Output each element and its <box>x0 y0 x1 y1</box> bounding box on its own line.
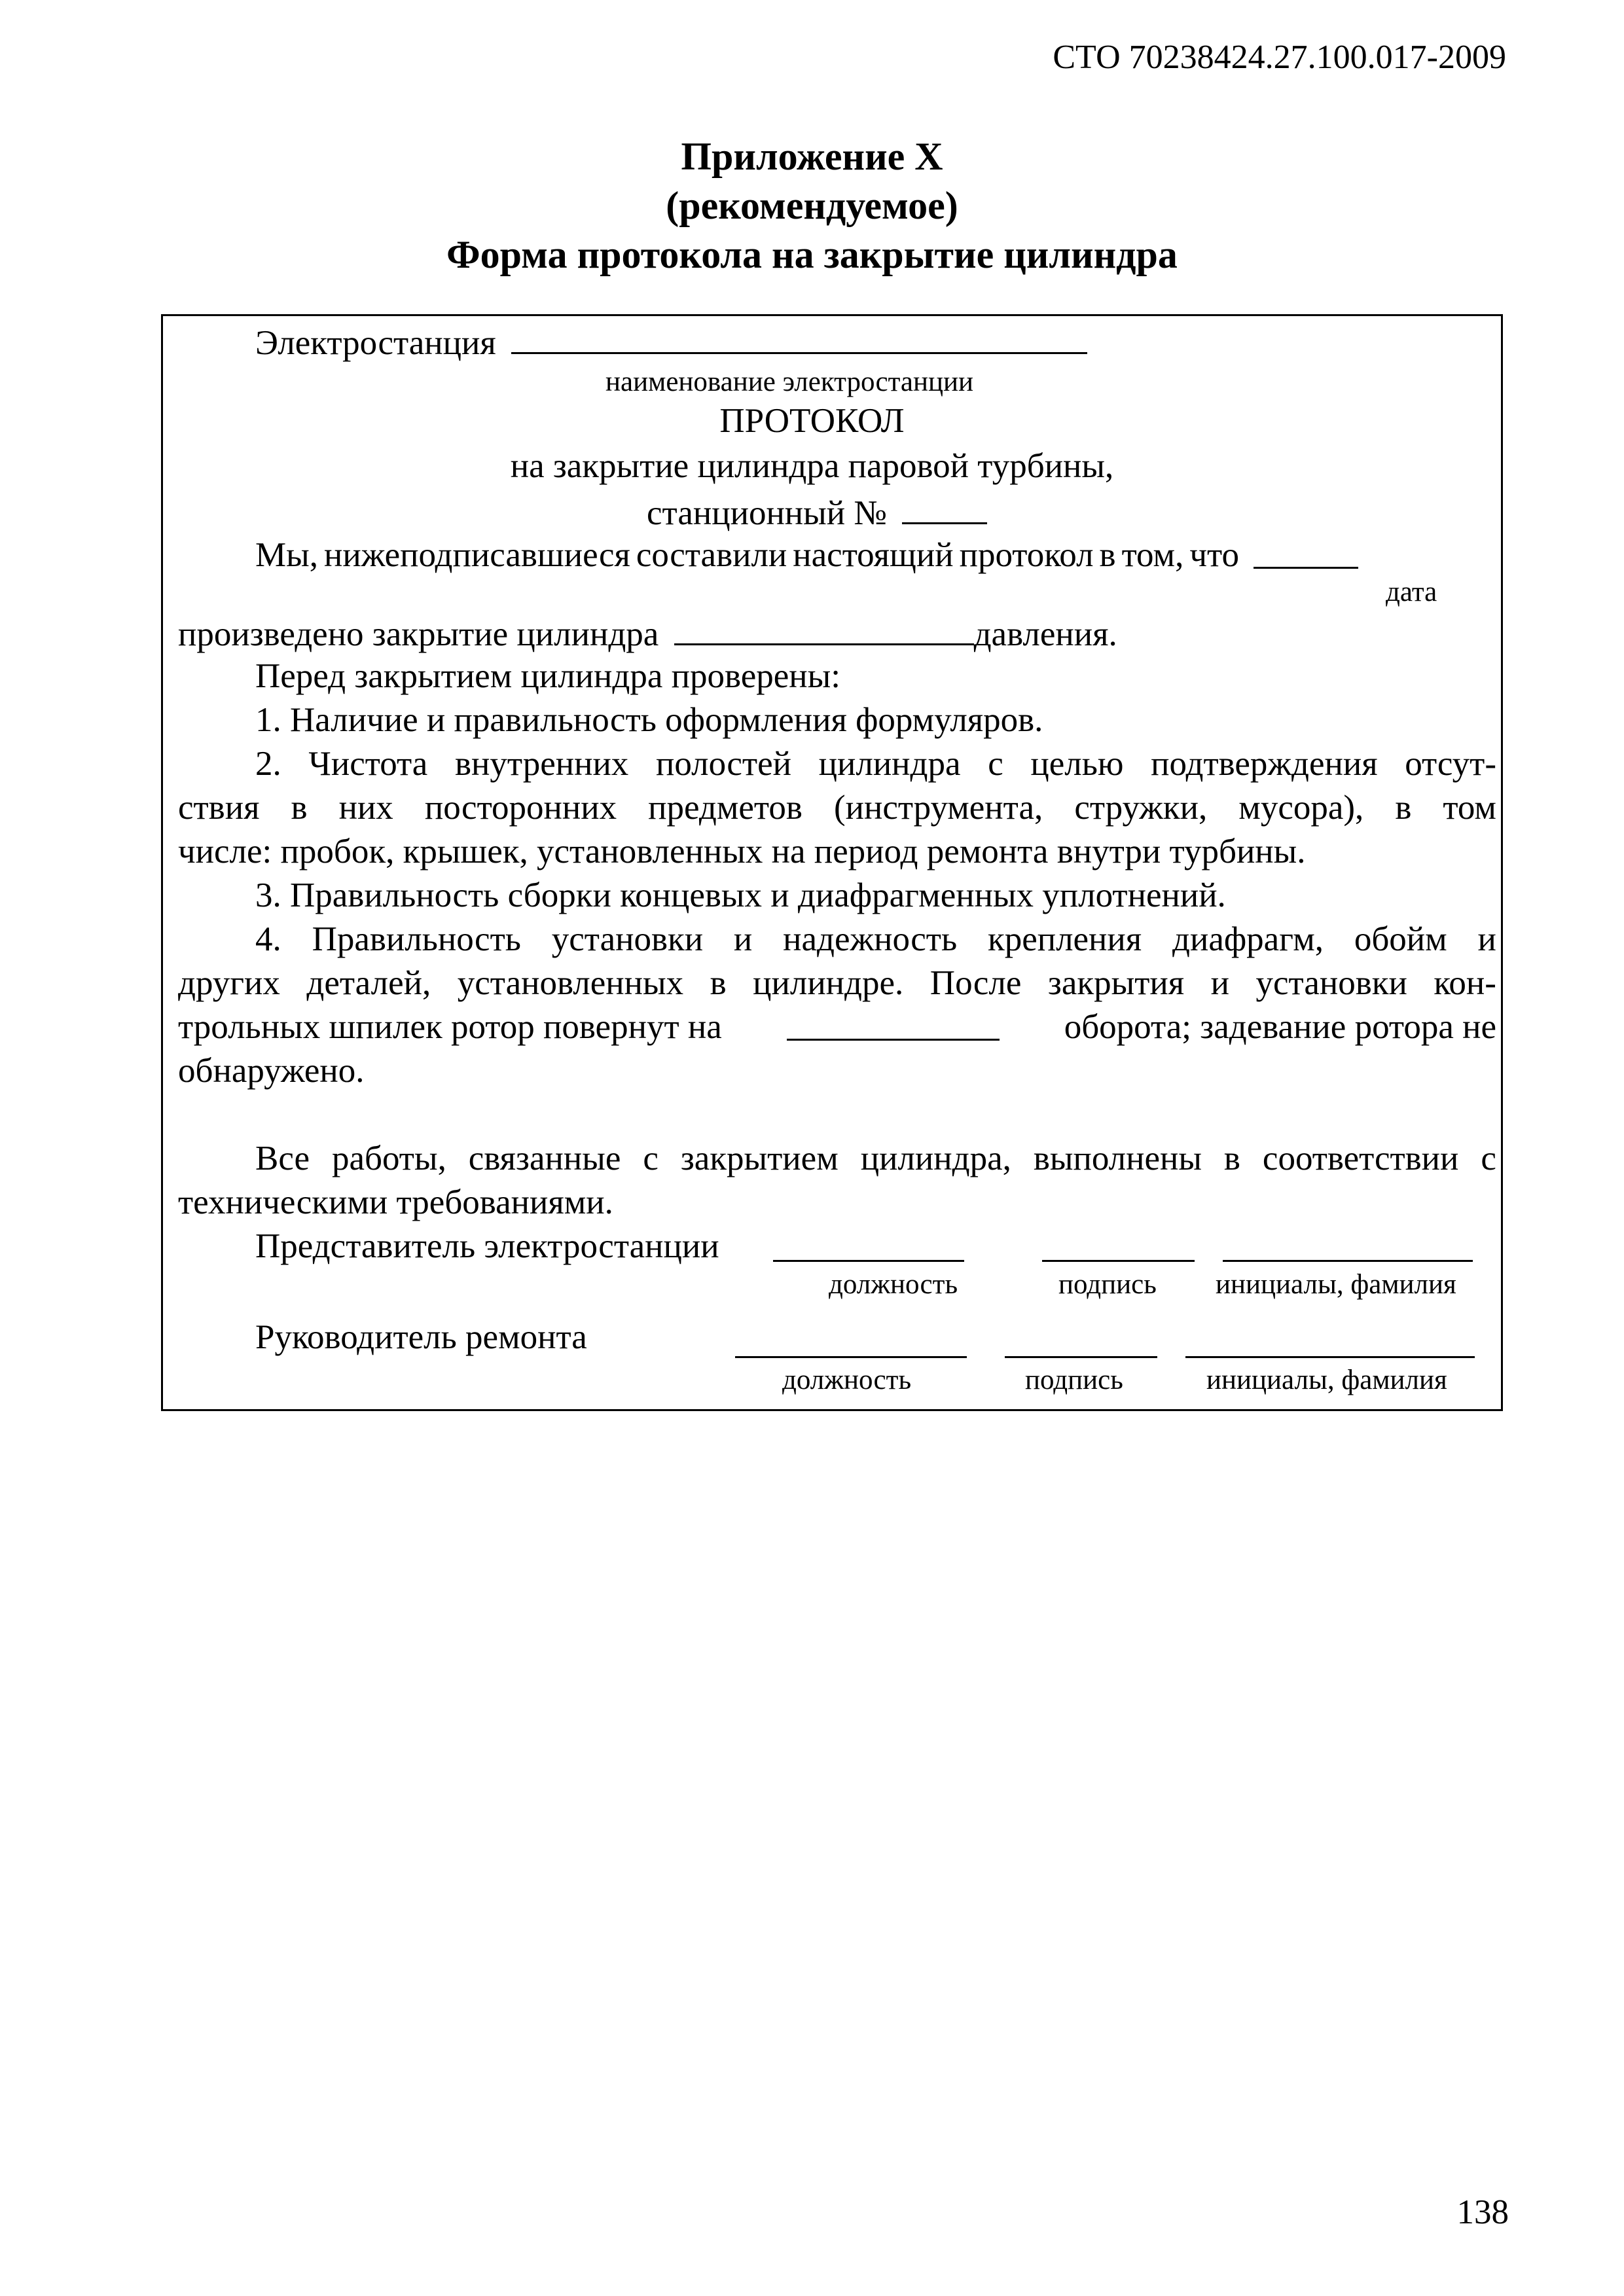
station-rep-signature-caption: подпись <box>1058 1269 1157 1300</box>
check-item-2-line-1: 2. Чистота внутренних полостей цилиндра с целью подтверждения отсут- <box>255 745 1496 783</box>
check-item-4-line-1: 4. Правильность установки и надежность крепления диафрагм, обойм и <box>255 920 1496 958</box>
repair-head-name-blank[interactable] <box>1185 1356 1475 1358</box>
closure-suffix: давления. <box>973 615 1117 653</box>
compliance-line-1: Все работы, связанные с закрытием цилиндра, выполнены в соответствии с <box>255 1139 1496 1177</box>
station-rep-label: Представитель электростанции <box>255 1227 719 1265</box>
station-number-line <box>647 493 987 531</box>
date-blank[interactable] <box>1254 538 1358 569</box>
station-name-caption: наименование электростанции <box>605 367 974 397</box>
protocol-heading: ПРОТОКОЛ <box>719 402 905 440</box>
title-block <box>0 132 1624 279</box>
station-rep-position-caption: должность <box>829 1269 958 1300</box>
station-line <box>255 323 1087 361</box>
appendix-title: Приложение Х <box>681 135 943 178</box>
check-item-1: 1. Наличие и правильность оформления формуляров. <box>255 701 1043 739</box>
station-number-blank[interactable] <box>902 493 987 524</box>
pressure-blank[interactable] <box>674 615 974 645</box>
check-item-4-line-2: других деталей, установленных в цилиндре. После закрытия и установки кон- <box>178 964 1496 1002</box>
document-code: СТО 70238424.27.100.017-2009 <box>1053 39 1506 76</box>
checked-intro: Перед закрытием цилиндра проверены: <box>255 657 840 695</box>
station-rep-name-caption: инициалы, фамилия <box>1216 1269 1456 1300</box>
appendix-status: (рекомендуемое) <box>666 184 958 227</box>
station-rep-name-blank[interactable] <box>1223 1260 1473 1262</box>
closure-prefix: произведено закрытие цилиндра <box>178 615 659 653</box>
repair-head-position-caption: должность <box>782 1365 912 1395</box>
form-title: Форма протокола на закрытие цилиндра <box>446 233 1178 276</box>
intro-line <box>255 538 1358 573</box>
intro-text: Мы, нижеподписавшиеся составили настоящий протокол в том, что <box>255 536 1239 574</box>
compliance-line-2: техническими требованиями. <box>178 1183 613 1221</box>
repair-head-name-caption: инициалы, фамилия <box>1206 1365 1447 1395</box>
page-number: 138 <box>1456 2193 1509 2231</box>
repair-head-label: Руководитель ремонта <box>255 1318 587 1356</box>
check-item-2-line-2: ствия в них посторонних предметов (инструмента, стружки, мусора), в том <box>178 789 1496 827</box>
check-item-3: 3. Правильность сборки концевых и диафрагменных уплотнений. <box>255 876 1226 914</box>
repair-head-signature-caption: подпись <box>1025 1365 1123 1395</box>
station-label: Электростанция <box>255 324 496 362</box>
check-item-4-line-4: обнаружено. <box>178 1052 365 1090</box>
check-item-4-line-3 <box>178 1010 1496 1045</box>
station-rep-position-blank[interactable] <box>773 1260 964 1262</box>
station-number-label: станционный № <box>647 494 887 532</box>
rotation-prefix: трольных шпилек ротор повернут на <box>178 1008 722 1046</box>
station-rep-signature-blank[interactable] <box>1042 1260 1195 1262</box>
check-item-2-line-3: числе: пробок, крышек, установленных на период ремонта внутри турбины. <box>178 833 1306 870</box>
rotation-suffix: оборота; задевание ротора не <box>1064 1008 1496 1046</box>
station-name-blank[interactable] <box>511 323 1087 354</box>
protocol-subheading: на закрытие цилиндра паровой турбины, <box>510 447 1114 485</box>
closure-line <box>178 615 1117 652</box>
date-caption: дата <box>1386 577 1437 607</box>
rotation-count-blank[interactable] <box>787 1010 1000 1041</box>
repair-head-signature-blank[interactable] <box>1005 1356 1157 1358</box>
repair-head-position-blank[interactable] <box>735 1356 967 1358</box>
